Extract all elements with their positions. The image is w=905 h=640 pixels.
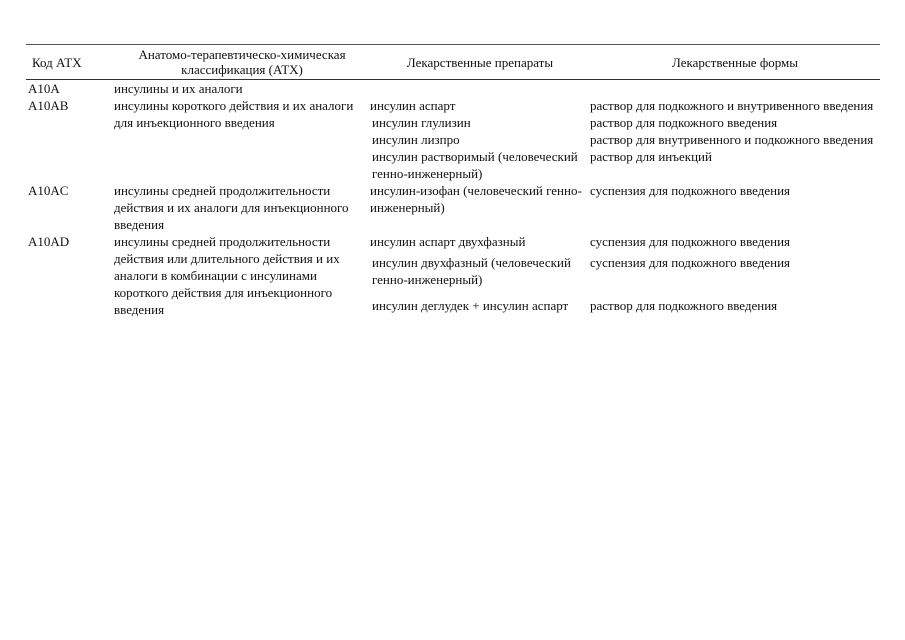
cell-code: A10AC	[28, 183, 69, 198]
table-row	[26, 97, 880, 114]
cell-form: суспензия для подкожного введения	[590, 255, 791, 271]
header-row	[26, 45, 880, 80]
cell-form: суспензия для подкожного введения	[590, 183, 791, 198]
cell-drug: инсулин аспарт двухфазный	[370, 234, 526, 249]
cell-form: раствор для внутривенного и подкожного введения	[590, 132, 874, 147]
atc-drug-table	[26, 44, 880, 318]
header-classification: Анатомо-терапевтическо-химическая классификация (АТХ)	[114, 45, 370, 80]
cell-form: раствор для подкожного и внутривенного введения	[590, 98, 874, 113]
cell-drug: инсулин-изофан (человеческий генно-инженерный)	[370, 183, 582, 215]
cell-form: раствор для подкожного введения	[590, 115, 778, 130]
cell-classification: инсулины короткого действия и их аналоги для инъекционного введения	[114, 98, 354, 130]
cell-form: суспензия для подкожного введения	[590, 234, 791, 249]
cell-classification: инсулины средней продолжительности действия и их аналоги для инъекционного введения	[114, 183, 349, 232]
cell-code: A10AD	[28, 234, 70, 249]
cell-drug: инсулин растворимый (человеческий генно-инженерный)	[372, 149, 578, 181]
header-drugs: Лекарственные препараты	[370, 45, 590, 80]
table-row	[26, 233, 880, 254]
cell-code: A10A	[28, 81, 60, 96]
cell-form	[590, 80, 880, 98]
cell-classification: инсулины и их аналоги	[114, 81, 243, 96]
table-body	[26, 80, 880, 319]
cell-drug: инсулин деглудек + инсулин аспарт	[372, 297, 569, 313]
header-forms: Лекарственные формы	[590, 45, 880, 80]
cell-form: раствор для подкожного введения	[590, 297, 778, 313]
cell-classification: инсулины средней продолжительности действия или длительного действия и их аналоги в комбинации с инсулинами короткого действия для инъекционного введения	[114, 234, 340, 317]
cell-drug: инсулин двухфазный (человеческий генно-инженерный)	[372, 255, 571, 288]
table-row	[26, 80, 880, 98]
table-row	[26, 182, 880, 233]
cell-drug	[370, 80, 590, 98]
cell-form: раствор для инъекций	[590, 149, 712, 164]
cell-code: A10AB	[28, 98, 69, 113]
cell-drug: инсулин аспарт	[370, 98, 456, 113]
table-header	[26, 45, 880, 80]
cell-drug: инсулин лизпро	[372, 132, 460, 147]
cell-drug: инсулин глулизин	[372, 115, 471, 130]
header-code: Код АТХ	[26, 45, 114, 80]
